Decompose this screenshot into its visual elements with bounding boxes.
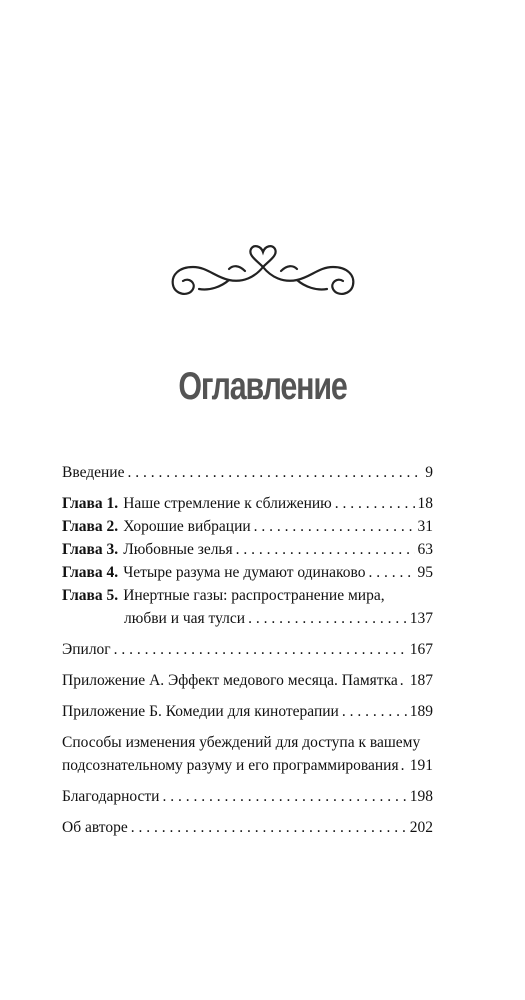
toc-entry-title: любви и чая тулси: [124, 610, 246, 627]
chapter-number: Глава 5.: [62, 587, 119, 604]
chapter-number: Глава 2.: [62, 518, 119, 535]
toc-entry-chapter-5-continued[interactable]: [62, 607, 433, 630]
leader-dots: [162, 785, 406, 808]
leader-dots: [342, 700, 407, 723]
toc-entry-chapter-5[interactable]: [62, 584, 433, 607]
toc-entry-author[interactable]: [62, 816, 433, 839]
chapter-number: Глава 4.: [62, 564, 119, 581]
leader-dots: [131, 816, 407, 839]
leader-dots: [114, 638, 407, 661]
leader-dots: [401, 754, 408, 777]
toc-entry-title: подсознательному разуму и его программирования: [62, 757, 399, 774]
toc-entry-chapter-3[interactable]: [62, 538, 433, 561]
toc-entry-title: Об авторе: [62, 819, 128, 836]
toc-entry-appendix-a[interactable]: [62, 669, 433, 692]
leader-dots: [254, 515, 415, 538]
leader-dots: [400, 669, 408, 692]
leader-dots: [368, 561, 414, 584]
toc-entry-page: 9: [425, 464, 433, 481]
toc-entry-title: Хорошие вибрации: [123, 518, 251, 535]
toc-entry-title: Любовные зелья: [123, 541, 233, 558]
toc-entry-page: 18: [417, 495, 433, 512]
toc-entry-page: 198: [409, 788, 433, 805]
leader-dots: [236, 538, 415, 561]
toc-entry-page: 191: [409, 757, 433, 774]
toc-entry-epilogue[interactable]: [62, 638, 433, 661]
toc-entry-thanks[interactable]: [62, 785, 433, 808]
toc-entry-chapter-1[interactable]: [62, 492, 433, 515]
toc-entry-page: 187: [409, 672, 433, 689]
toc-entry-page: 63: [417, 541, 433, 558]
toc-entry-page: 167: [409, 641, 433, 658]
toc-entry-page: 202: [409, 819, 433, 836]
toc-entry-title: Эпилог: [62, 641, 111, 658]
toc-entry-page: 95: [417, 564, 433, 581]
toc-entry-chapter-2[interactable]: [62, 515, 433, 538]
toc-entry-title: Четыре разума не думают одинаково: [123, 564, 366, 581]
toc-entry-page: 189: [409, 703, 433, 720]
leader-dots: [335, 492, 415, 515]
toc-entry-title: Наше стремление к сближению: [123, 495, 332, 512]
leader-dots: [248, 607, 407, 630]
toc-entry-title: Способы изменения убеждений для доступа к вашему: [62, 734, 421, 751]
toc-entry-page: 31: [417, 518, 433, 535]
table-of-contents: [62, 461, 433, 839]
toc-entry-appendix-b[interactable]: [62, 700, 433, 723]
toc-entry-methods-continued[interactable]: [62, 754, 433, 777]
toc-entry-title: Приложение Б. Комедии для кинотерапии: [62, 703, 339, 720]
heart-flourish-icon: [163, 243, 363, 301]
leader-dots: [127, 461, 422, 484]
chapter-number: Глава 3.: [62, 541, 119, 558]
toc-entry-intro[interactable]: [62, 461, 433, 484]
toc-entry-title: Введение: [62, 464, 125, 481]
toc-entry-title: Приложение А. Эффект медового месяца. Памятка: [62, 672, 398, 689]
page-title: Оглавление: [178, 365, 347, 408]
toc-entry-title: Благодарности: [62, 788, 160, 805]
chapter-number: Глава 1.: [62, 495, 119, 512]
toc-entry-page: 137: [409, 610, 433, 627]
toc-entry-title: Инертные газы: распространение мира,: [123, 587, 385, 604]
toc-entry-chapter-4[interactable]: [62, 561, 433, 584]
toc-entry-methods[interactable]: [62, 731, 433, 754]
